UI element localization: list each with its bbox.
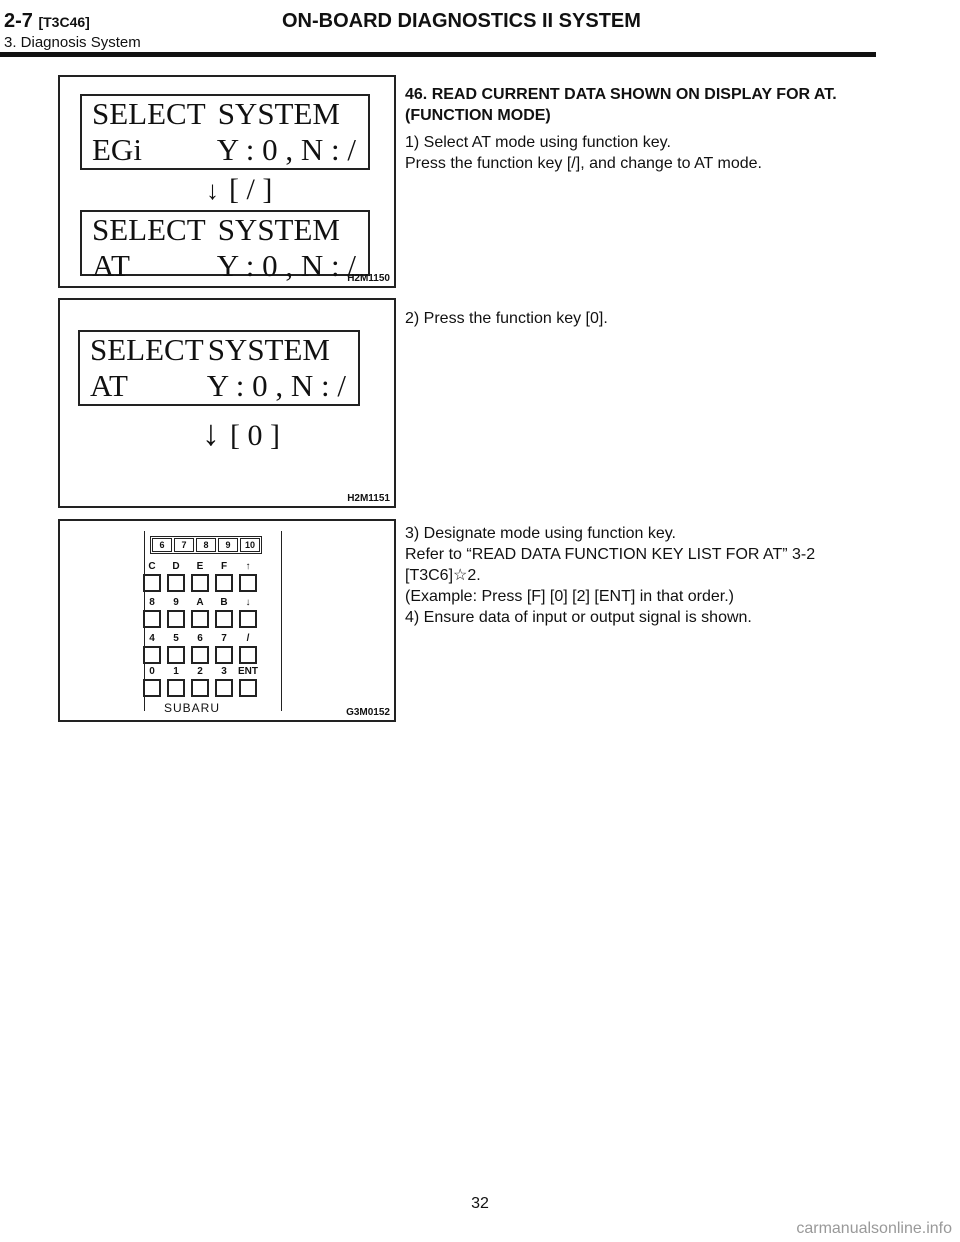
key-labels-row-4: 0 1 2 3 ENT: [149, 666, 258, 677]
figure-press-0: [58, 298, 396, 508]
step-2: 2) Press the function key [0].: [405, 310, 608, 327]
key-slash[interactable]: [239, 646, 257, 664]
key-up[interactable]: [239, 574, 257, 592]
key-row-1: [143, 574, 257, 592]
section-heading: 46. READ CURRENT DATA SHOWN ON DISPLAY FOR AT. (FUNCTION MODE): [405, 86, 837, 124]
step-3-ref: Refer to “READ DATA FUNCTION KEY LIST FOR AT” 3-2: [405, 546, 816, 563]
key-f[interactable]: [215, 574, 233, 592]
key-9[interactable]: [167, 610, 185, 628]
page-title: ON-BOARD DIAGNOSTICS II SYSTEM: [282, 10, 641, 32]
function-key-strip: 6 7 8 9 10: [150, 536, 262, 554]
watermark: carmanualsonline.info: [796, 1220, 952, 1237]
key-row-4: [143, 679, 257, 697]
page-number: 32: [471, 1195, 489, 1212]
key-2[interactable]: [191, 679, 209, 697]
step-3: 3) Designate mode using function key.: [405, 525, 676, 542]
step-3-ref-code: [T3C6]☆2.: [405, 567, 481, 584]
key-3[interactable]: [215, 679, 233, 697]
step-1: 1) Select AT mode using function key.: [405, 134, 671, 151]
key-5[interactable]: [167, 646, 185, 664]
figure-id: H2M1151: [347, 493, 390, 504]
down-arrow-icon: ↓: [202, 413, 220, 453]
key-e[interactable]: [191, 574, 209, 592]
step-4: 4) Ensure data of input or output signal is shown.: [405, 609, 752, 626]
page-subtitle: 3. Diagnosis System: [4, 34, 141, 51]
key-d[interactable]: [167, 574, 185, 592]
down-arrow-icon: ↓: [206, 176, 219, 205]
key-6[interactable]: [191, 646, 209, 664]
key-row-3: [143, 646, 257, 664]
key-labels-row-1: C D E F ↑: [148, 561, 251, 572]
steps-3-4: [405, 523, 875, 628]
figure-keypad: [58, 519, 396, 722]
key-c[interactable]: [143, 574, 161, 592]
step-3-example: (Example: Press [F] [0] [2] [ENT] in that order.): [405, 588, 734, 605]
key-b[interactable]: [215, 610, 233, 628]
display-egi: SELECT SYSTEM EGi Y : 0 , N : /: [80, 94, 370, 170]
figure-id: H2M1150: [347, 273, 390, 284]
section-46: [405, 84, 875, 174]
display-at: SELECT SYSTEM AT Y : 0 , N : /: [80, 210, 370, 276]
figure-id: G3M0152: [346, 707, 390, 718]
key-row-2: [143, 610, 257, 628]
key-8[interactable]: [143, 610, 161, 628]
figure-select-system-at: [58, 75, 396, 288]
key-0[interactable]: [143, 679, 161, 697]
section-code: 2-7 [T3C46]: [4, 10, 90, 32]
brand-logo: SUBARU: [164, 701, 221, 715]
arrow-step: ↓ [ / ]: [206, 173, 273, 206]
key-7[interactable]: [215, 646, 233, 664]
step-1-detail: Press the function key [/], and change to AT mode.: [405, 155, 762, 172]
header-rule: [0, 52, 876, 57]
key-4[interactable]: [143, 646, 161, 664]
key-ent[interactable]: [239, 679, 257, 697]
key-1[interactable]: [167, 679, 185, 697]
key-labels-row-3: 4 5 6 7 /: [149, 633, 250, 644]
key-down[interactable]: [239, 610, 257, 628]
key-a[interactable]: [191, 610, 209, 628]
arrow-step: ↓ [ 0 ]: [202, 413, 280, 453]
display-at: SELECT SYSTEM AT Y : 0 , N : /: [78, 330, 360, 406]
key-labels-row-2: 8 9 A B ↓: [149, 597, 251, 608]
